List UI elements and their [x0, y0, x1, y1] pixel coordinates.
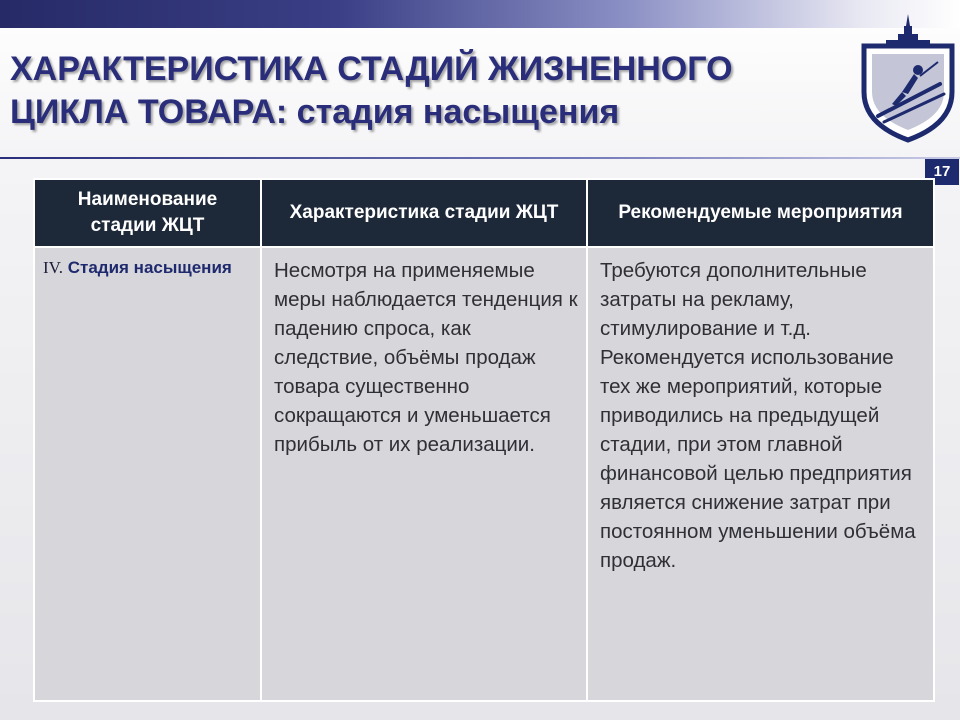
- characteristic-text: Несмотря на применяемые меры наблюдается тенденция к падению спроса, как следствие, объёмы продаж товара существенно сокращаются и уменьшается прибыль от их реализации.: [274, 259, 578, 456]
- stage-cell: [34, 247, 261, 701]
- table-row: [34, 247, 934, 701]
- measures-text: Требуются дополнительные затраты на рекламу, стимулирование и т.д. Рекомендуется использование тех же мероприятий, которые приводились на предыдущей стадии, при этом главной финансовой целью предприятия является снижение затрат при постоянном уменьшении объёма продаж.: [600, 259, 916, 572]
- title-line-2: [10, 91, 850, 134]
- stage-table: [33, 178, 935, 702]
- slide-title: [10, 48, 850, 134]
- stage-number: IV.: [43, 258, 63, 277]
- measures-cell: [587, 247, 934, 701]
- title-line-2-bold: ЦИКЛА ТОВАРА:: [10, 93, 288, 131]
- university-logo-icon: [858, 12, 958, 144]
- title-line-1: ХАРАКТЕРИСТИКА СТАДИЙ ЖИЗНЕННОГО: [10, 50, 733, 88]
- top-gradient-bar: [0, 0, 960, 28]
- title-divider: [0, 157, 960, 159]
- title-line-2-rest: стадия насыщения: [287, 93, 620, 131]
- characteristic-cell: [261, 247, 587, 701]
- table-header-row: [34, 179, 934, 247]
- page-number-badge: 17: [925, 159, 959, 185]
- stage-name: Стадия насыщения: [67, 258, 232, 277]
- column-header-measures: Рекомендуемые мероприятия: [587, 179, 934, 247]
- column-header-stage-name: Наименование стадии ЖЦТ: [34, 179, 261, 247]
- column-header-characteristic: Характеристика стадии ЖЦТ: [261, 179, 587, 247]
